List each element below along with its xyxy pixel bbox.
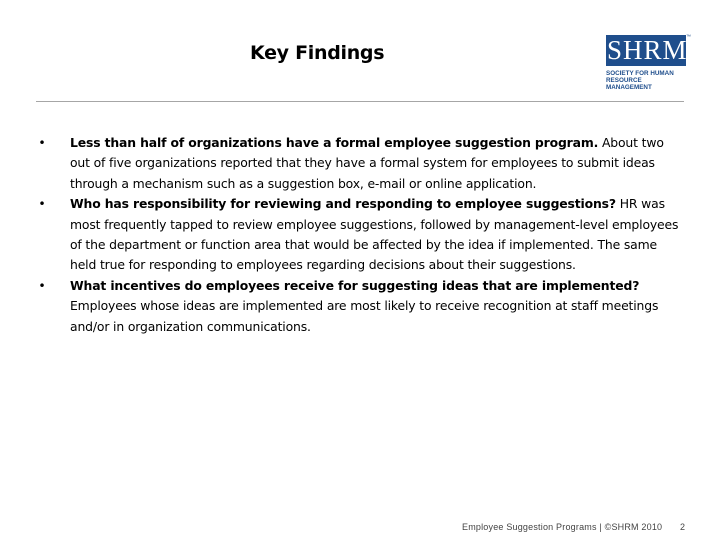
trademark-symbol: ™ (686, 34, 691, 40)
shrm-logo-tagline (606, 70, 688, 91)
finding-detail: About two out of five organizations reported that they have a formal system for employees to submit ideas through a mechanism such as a suggestion box, e-mail or online application. (70, 135, 664, 191)
bullet-icon: • (38, 196, 46, 212)
logo-tagline-line-2: RESOURCE MANAGEMENT (606, 77, 652, 91)
bullet-icon: • (38, 277, 46, 293)
shrm-logo-letters: SHRM (607, 35, 688, 65)
finding-item-formal-program (36, 133, 686, 194)
bullet-icon: • (38, 135, 46, 150)
finding-detail: Employees whose ideas are implemented are most likely to receive recognition at staff meetings and/or in organization communications. (70, 298, 659, 334)
footer-caption: Employee Suggestion Programs | ©SHRM 2010 (462, 522, 663, 532)
finding-item-incentives (36, 276, 686, 337)
key-findings-list (36, 133, 686, 337)
page-title: Key Findings (250, 42, 385, 64)
finding-headline: Who has responsibility for reviewing and responding to employee suggestions? (70, 196, 616, 212)
finding-item-review-responsibility (36, 194, 686, 276)
shrm-logo (606, 34, 691, 91)
page-number: 2 (680, 522, 686, 532)
finding-detail: HR was most frequently tapped to review employee suggestions, followed by management-level employees of the department or function area that would be affected by the idea if implemented. The same held true for responding to employees regarding decisions about their suggestions. (70, 196, 679, 273)
shrm-logo-mark (606, 35, 686, 66)
logo-tagline-line-1: SOCIETY FOR HUMAN (606, 70, 674, 77)
title-divider (36, 101, 684, 102)
finding-headline: What incentives do employees receive for suggesting ideas that are implemented? (70, 277, 640, 293)
finding-headline: Less than half of organizations have a formal employee suggestion program. (70, 135, 599, 150)
